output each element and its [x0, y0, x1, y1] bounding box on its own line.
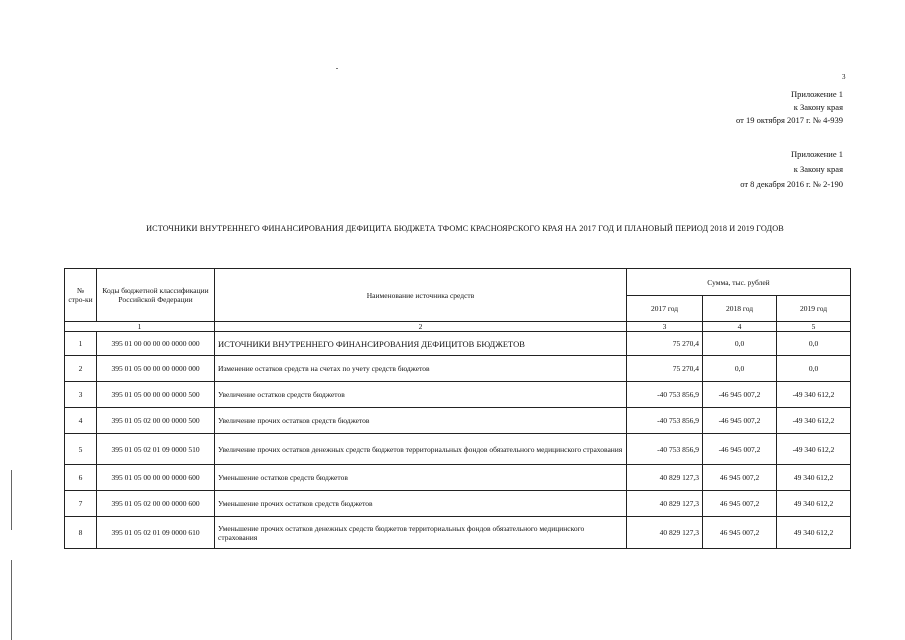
row-number: 5: [65, 434, 97, 465]
row-number: 2: [65, 356, 97, 382]
value-2018: 0,0: [703, 356, 777, 382]
value-2018: -46 945 007,2: [703, 382, 777, 408]
row-number: 8: [65, 517, 97, 549]
value-2019: 0,0: [777, 356, 851, 382]
source-name: Уменьшение остатков средств бюджетов: [215, 465, 627, 491]
column-number: 1: [65, 322, 215, 332]
source-name: Изменение остатков средств на счетах по учету средств бюджетов: [215, 356, 627, 382]
document-title: ИСТОЧНИКИ ВНУТРЕННЕГО ФИНАНСИРОВАНИЯ ДЕФИЦИТА БЮДЖЕТА ТФОМС КРАСНОЯРСКОГО КРАЯ НА 2017 ГОД И ПЛАНОВЫЙ ПЕРИОД 2018 И 2019 ГОДОВ: [146, 224, 784, 233]
margin-scan-mark: [11, 470, 12, 530]
annex-current-header: [736, 88, 843, 127]
row-number: 3: [65, 382, 97, 408]
table-row: [65, 465, 851, 491]
source-name: Увеличение остатков средств бюджетов: [215, 382, 627, 408]
header-year-2018: 2018 год: [703, 296, 777, 322]
budget-code: 395 01 05 02 00 00 0000 500: [97, 408, 215, 434]
annex-label: Приложение 1: [791, 149, 843, 159]
value-2017: -40 753 856,9: [627, 408, 703, 434]
value-2017: 40 829 127,3: [627, 517, 703, 549]
column-number: 3: [627, 322, 703, 332]
row-number: 7: [65, 491, 97, 517]
table-row: [65, 408, 851, 434]
header-budget-codes: Коды бюджетной классификации Российской Федерации: [97, 269, 215, 322]
value-2018: 46 945 007,2: [703, 491, 777, 517]
budget-code: 395 01 05 02 01 09 0000 510: [97, 434, 215, 465]
scan-speck: [336, 68, 338, 69]
table-row: [65, 517, 851, 549]
budget-code: 395 01 05 02 00 00 0000 600: [97, 491, 215, 517]
header-row-number: № стро-ки: [65, 269, 97, 322]
source-name: Увеличение прочих остатков денежных средств бюджетов территориальных фондов обязательного медицинского страхования: [215, 434, 627, 465]
value-2019: 49 340 612,2: [777, 517, 851, 549]
value-2017: -40 753 856,9: [627, 382, 703, 408]
column-number: 5: [777, 322, 851, 332]
value-2017: -40 753 856,9: [627, 434, 703, 465]
source-name: ИСТОЧНИКИ ВНУТРЕННЕГО ФИНАНСИРОВАНИЯ ДЕФИЦИТОВ БЮДЖЕТОВ: [215, 332, 627, 356]
table-row: [65, 332, 851, 356]
value-2019: -49 340 612,2: [777, 408, 851, 434]
row-number: 6: [65, 465, 97, 491]
header-sum: Сумма, тыс. рублей: [627, 269, 851, 296]
budget-code: 395 01 05 00 00 00 0000 500: [97, 382, 215, 408]
budget-code: 395 01 00 00 00 00 0000 000: [97, 332, 215, 356]
value-2019: -49 340 612,2: [777, 434, 851, 465]
table-row: [65, 434, 851, 465]
value-2019: 49 340 612,2: [777, 491, 851, 517]
column-number: 4: [703, 322, 777, 332]
table-body: [65, 332, 851, 549]
row-number: 4: [65, 408, 97, 434]
budget-code: 395 01 05 00 00 00 0000 600: [97, 465, 215, 491]
value-2017: 40 829 127,3: [627, 465, 703, 491]
value-2019: 0,0: [777, 332, 851, 356]
source-name: Уменьшение прочих остатков средств бюджетов: [215, 491, 627, 517]
annex-law-ref: к Закону края: [793, 102, 843, 112]
value-2017: 75 270,4: [627, 332, 703, 356]
page-number: 3: [842, 73, 846, 81]
value-2019: -49 340 612,2: [777, 382, 851, 408]
value-2018: 46 945 007,2: [703, 465, 777, 491]
source-name: Увеличение прочих остатков средств бюджетов: [215, 408, 627, 434]
header-year-2017: 2017 год: [627, 296, 703, 322]
row-number: 1: [65, 332, 97, 356]
value-2017: 40 829 127,3: [627, 491, 703, 517]
annex-previous-header: [740, 147, 843, 192]
margin-scan-mark: [11, 560, 12, 640]
table-row: [65, 356, 851, 382]
value-2017: 75 270,4: [627, 356, 703, 382]
value-2019: 49 340 612,2: [777, 465, 851, 491]
table-row: [65, 491, 851, 517]
annex-law-ref: к Закону края: [793, 164, 843, 174]
column-number: 2: [215, 322, 627, 332]
annex-date: от 8 декабря 2016 г. № 2-190: [740, 179, 843, 189]
financing-sources-table: [64, 268, 851, 549]
budget-code: 395 01 05 00 00 00 0000 000: [97, 356, 215, 382]
value-2018: 0,0: [703, 332, 777, 356]
value-2018: -46 945 007,2: [703, 408, 777, 434]
budget-code: 395 01 05 02 01 09 0000 610: [97, 517, 215, 549]
annex-date: от 19 октября 2017 г. № 4-939: [736, 115, 843, 125]
table-row: [65, 382, 851, 408]
annex-label: Приложение 1: [791, 89, 843, 99]
header-source-name: Наименование источника средств: [215, 269, 627, 322]
value-2018: 46 945 007,2: [703, 517, 777, 549]
value-2018: -46 945 007,2: [703, 434, 777, 465]
header-year-2019: 2019 год: [777, 296, 851, 322]
source-name: Уменьшение прочих остатков денежных средств бюджетов территориальных фондов обязательного медицинского страхования: [215, 517, 627, 549]
